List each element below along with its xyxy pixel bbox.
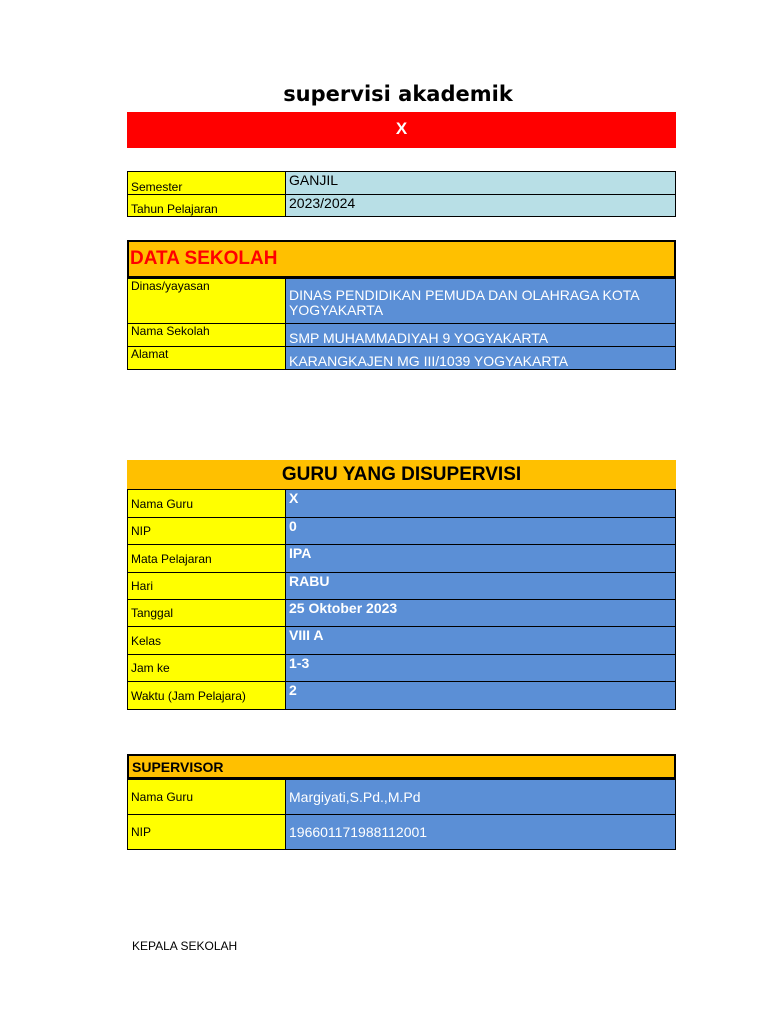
table-row bbox=[128, 490, 676, 518]
table-row bbox=[128, 627, 676, 655]
table-row bbox=[128, 279, 676, 324]
school-table bbox=[127, 278, 676, 370]
supervisor-table bbox=[127, 779, 676, 850]
subject-value: IPA bbox=[286, 545, 676, 573]
teacher-table bbox=[127, 489, 676, 710]
table-row bbox=[128, 545, 676, 573]
agency-value: DINAS PENDIDIKAN PEMUDA DAN OLAHRAGA KOTA YOGYAKARTA bbox=[286, 279, 676, 324]
teacher-nip-value: 0 bbox=[286, 518, 676, 545]
table-row bbox=[128, 682, 676, 710]
table-row bbox=[128, 195, 676, 217]
table-row bbox=[128, 815, 676, 850]
table-row bbox=[128, 780, 676, 815]
day-value: RABU bbox=[286, 573, 676, 600]
agency-label: Dinas/yayasan bbox=[128, 279, 286, 324]
year-value: 2023/2024 bbox=[286, 195, 676, 217]
address-label: Alamat bbox=[128, 347, 286, 370]
semester-label: Semester bbox=[128, 172, 286, 195]
table-row bbox=[128, 655, 676, 682]
page-title: supervisi akademik bbox=[283, 82, 513, 106]
day-label: Hari bbox=[128, 573, 286, 600]
table-row bbox=[128, 324, 676, 347]
year-label: Tahun Pelajaran bbox=[128, 195, 286, 217]
subject-banner: X bbox=[127, 112, 676, 148]
duration-value: 2 bbox=[286, 682, 676, 710]
supervisor-name-label: Nama Guru bbox=[128, 780, 286, 815]
duration-label: Waktu (Jam Pelajara) bbox=[128, 682, 286, 710]
class-value: VIII A bbox=[286, 627, 676, 655]
teacher-nip-label: NIP bbox=[128, 518, 286, 545]
table-row bbox=[128, 600, 676, 627]
teacher-name-label: Nama Guru bbox=[128, 490, 286, 518]
school-name-label: Nama Sekolah bbox=[128, 324, 286, 347]
supervisor-name-value: Margiyati,S.Pd.,M.Pd bbox=[286, 780, 676, 815]
table-row bbox=[128, 573, 676, 600]
school-name-value: SMP MUHAMMADIYAH 9 YOGYAKARTA bbox=[286, 324, 676, 347]
period-value: 1-3 bbox=[286, 655, 676, 682]
teacher-name-value: X bbox=[286, 490, 676, 518]
school-section-heading: DATA SEKOLAH bbox=[127, 240, 676, 278]
principal-label: KEPALA SEKOLAH bbox=[132, 939, 238, 953]
supervisor-nip-value: 196601171988112001 bbox=[286, 815, 676, 850]
address-value: KARANGKAJEN MG III/1039 YOGYAKARTA bbox=[286, 347, 676, 370]
supervisor-nip-label: NIP bbox=[128, 815, 286, 850]
date-value: 25 Oktober 2023 bbox=[286, 600, 676, 627]
subject-label: Mata Pelajaran bbox=[128, 545, 286, 573]
table-row bbox=[128, 347, 676, 370]
period-table bbox=[127, 171, 676, 217]
semester-value: GANJIL bbox=[286, 172, 676, 195]
period-label: Jam ke bbox=[128, 655, 286, 682]
date-label: Tanggal bbox=[128, 600, 286, 627]
teacher-section-heading: GURU YANG DISUPERVISI bbox=[127, 460, 676, 489]
table-row bbox=[128, 518, 676, 545]
table-row bbox=[128, 172, 676, 195]
supervisor-section-heading: SUPERVISOR bbox=[127, 754, 676, 779]
class-label: Kelas bbox=[128, 627, 286, 655]
